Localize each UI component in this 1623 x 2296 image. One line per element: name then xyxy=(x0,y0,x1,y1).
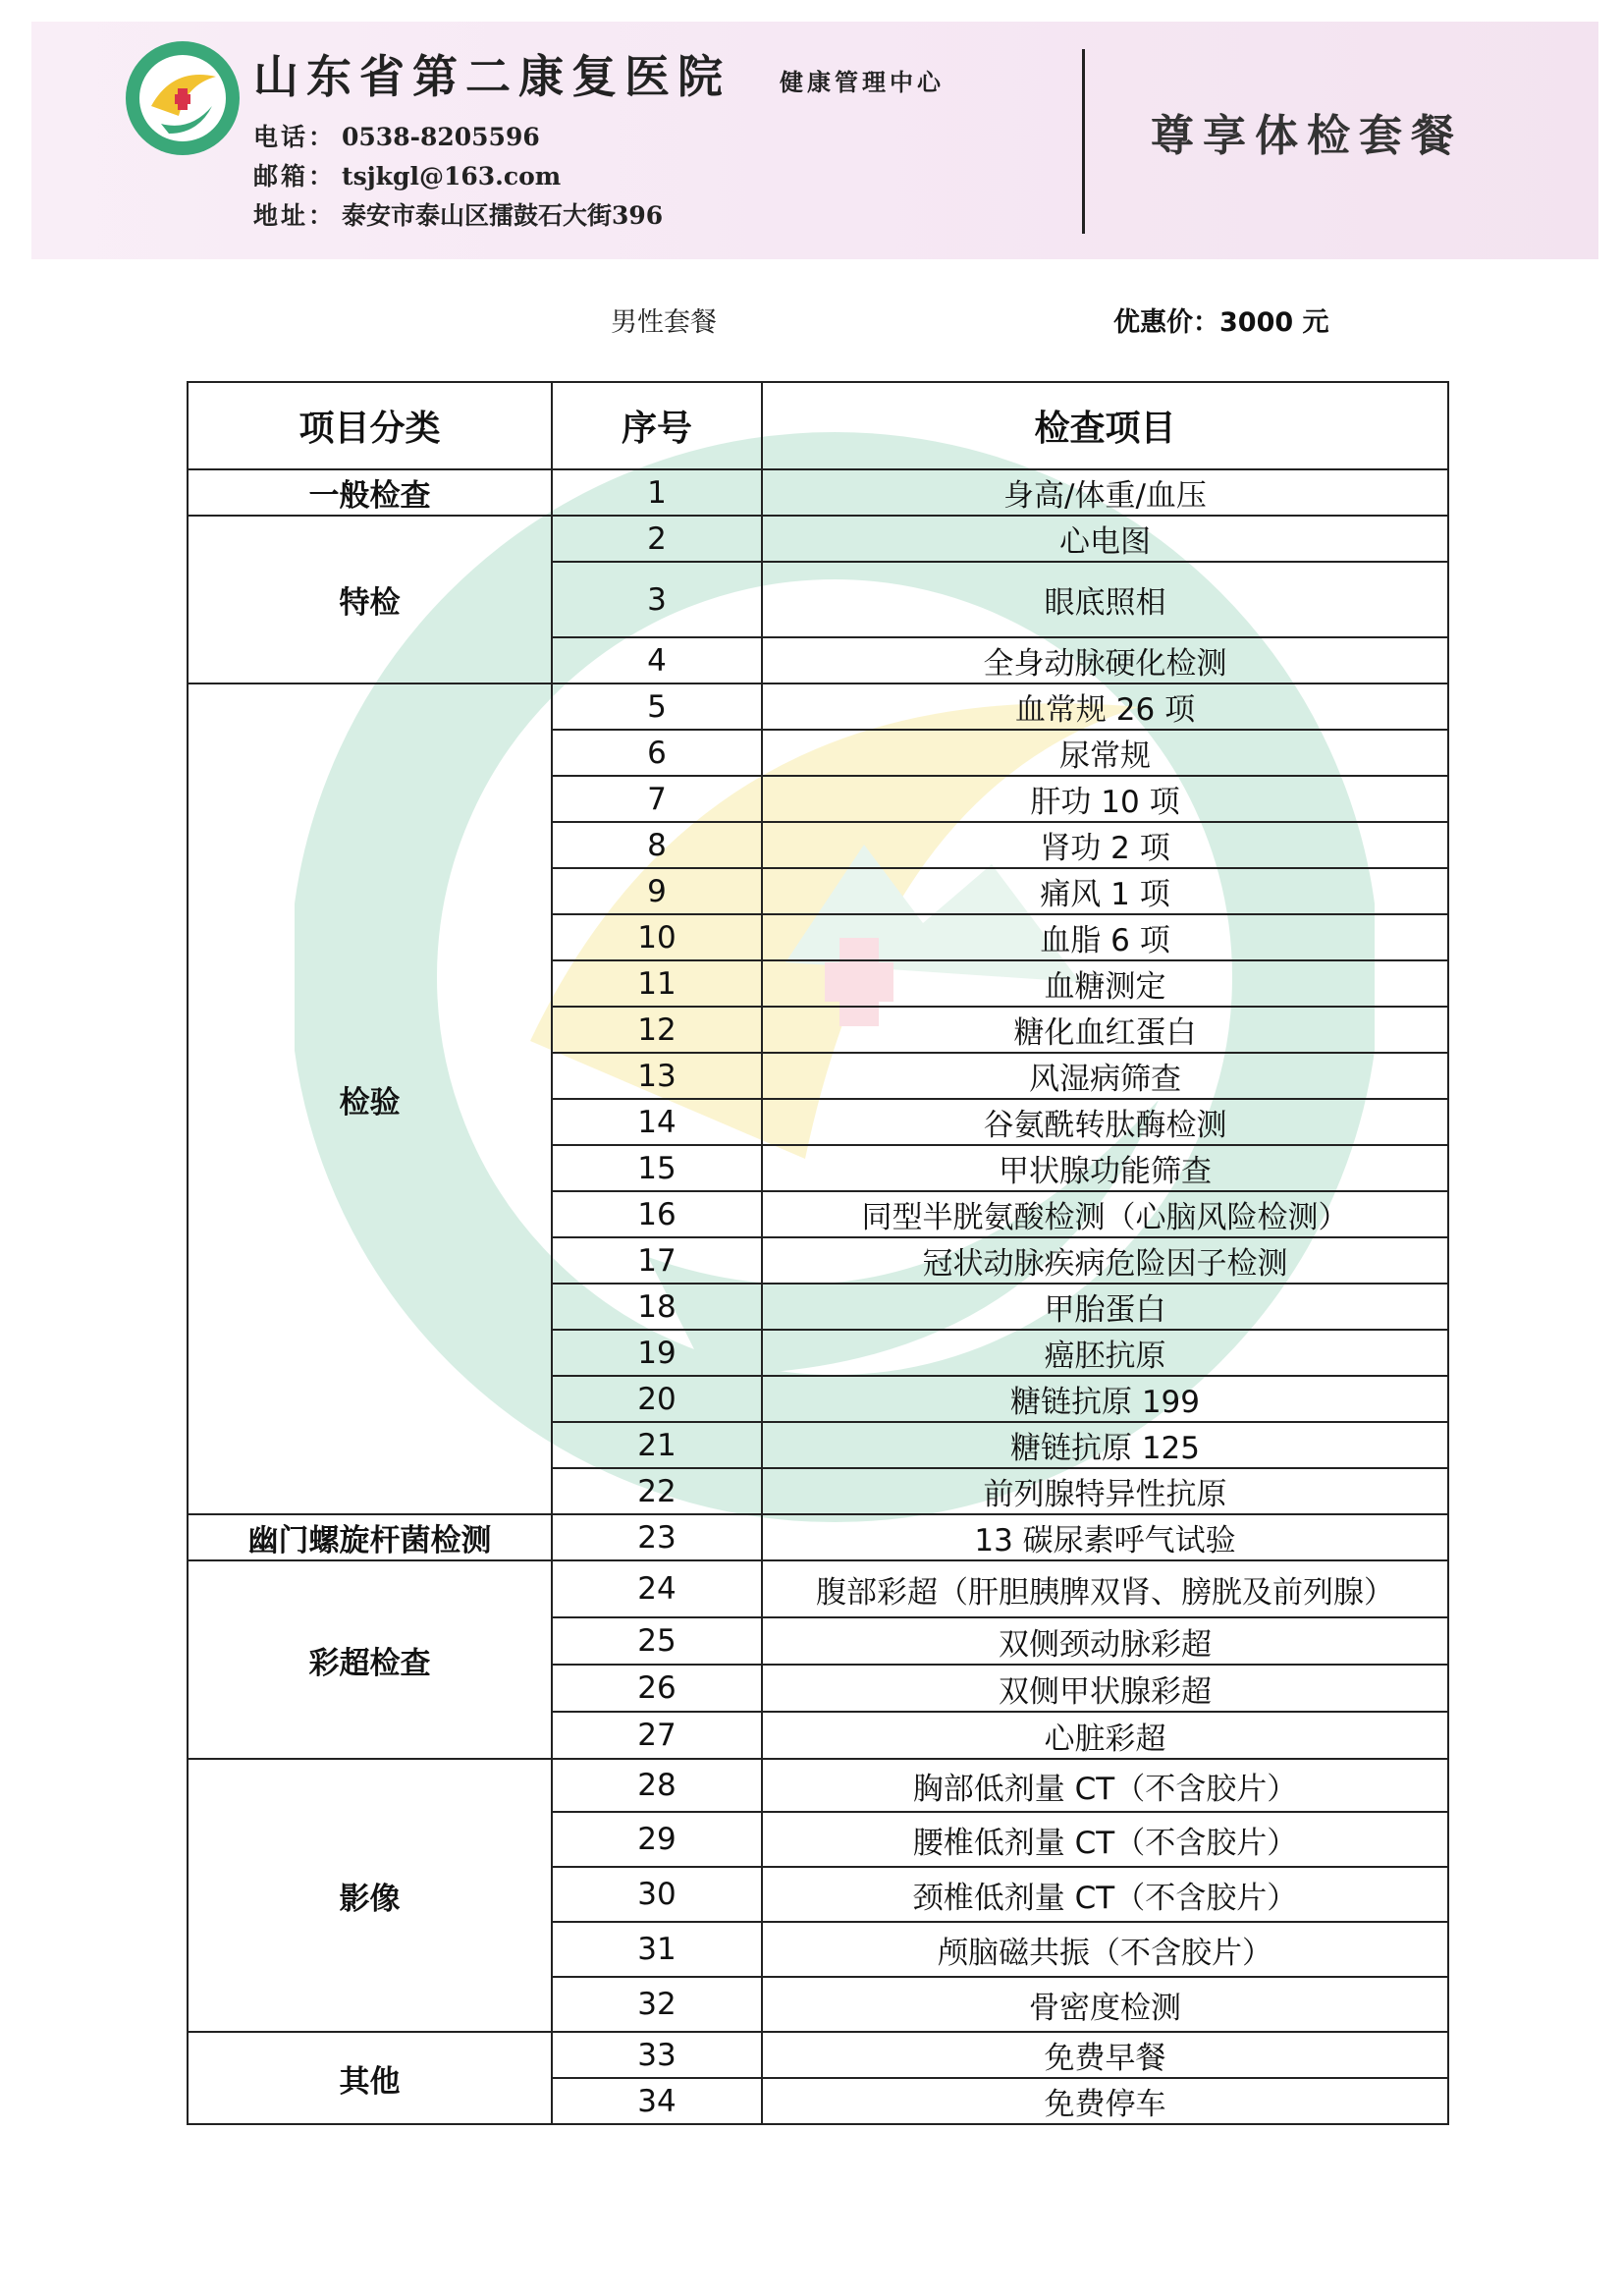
item-number-cell: 21 xyxy=(552,1422,762,1468)
item-name-cell: 血糖测定 xyxy=(762,960,1448,1007)
checkup-items-table xyxy=(187,381,1449,2125)
item-name-cell: 心电图 xyxy=(762,516,1448,562)
package-type: 男性套餐 xyxy=(611,307,717,338)
table-row xyxy=(188,683,1448,730)
package-price: 优惠价：3000 元 xyxy=(1113,307,1329,338)
letterhead xyxy=(31,22,1598,259)
category-cell: 检验 xyxy=(188,683,552,1514)
category-cell: 其他 xyxy=(188,2032,552,2124)
item-number-cell: 23 xyxy=(552,1514,762,1560)
item-name-cell: 风湿病筛查 xyxy=(762,1053,1448,1099)
table-row xyxy=(188,2032,1448,2078)
item-name-cell: 痛风 1 项 xyxy=(762,868,1448,914)
item-number-cell: 12 xyxy=(552,1007,762,1053)
item-number-cell: 7 xyxy=(552,776,762,822)
item-name-cell: 腰椎低剂量 CT（不含胶片） xyxy=(762,1812,1448,1867)
item-number-cell: 2 xyxy=(552,516,762,562)
center-name: 健康管理中心 xyxy=(780,69,945,96)
item-name-cell: 血脂 6 项 xyxy=(762,914,1448,960)
item-name-cell: 胸部低剂量 CT（不含胶片） xyxy=(762,1759,1448,1812)
item-number-cell: 24 xyxy=(552,1560,762,1617)
table-row xyxy=(188,1560,1448,1617)
package-title: 尊享体检套餐 xyxy=(1151,111,1463,161)
item-name-cell: 前列腺特异性抗原 xyxy=(762,1468,1448,1514)
item-name-cell: 双侧颈动脉彩超 xyxy=(762,1617,1448,1665)
item-number-cell: 15 xyxy=(552,1145,762,1191)
item-number-cell: 19 xyxy=(552,1330,762,1376)
category-cell: 影像 xyxy=(188,1759,552,2032)
header-category: 项目分类 xyxy=(188,382,552,469)
address-line xyxy=(253,196,663,232)
item-number-cell: 17 xyxy=(552,1237,762,1284)
item-name-cell: 甲状腺功能筛查 xyxy=(762,1145,1448,1191)
item-name-cell: 糖化血红蛋白 xyxy=(762,1007,1448,1053)
item-number-cell: 13 xyxy=(552,1053,762,1099)
hospital-logo-icon xyxy=(122,37,243,159)
item-name-cell: 免费早餐 xyxy=(762,2032,1448,2078)
item-number-cell: 33 xyxy=(552,2032,762,2078)
item-name-cell: 颈椎低剂量 CT（不含胶片） xyxy=(762,1867,1448,1922)
item-name-cell: 13 碳尿素呼气试验 xyxy=(762,1514,1448,1560)
item-name-cell: 肝功 10 项 xyxy=(762,776,1448,822)
item-number-cell: 28 xyxy=(552,1759,762,1812)
item-name-cell: 糖链抗原 125 xyxy=(762,1422,1448,1468)
item-name-cell: 谷氨酰转肽酶检测 xyxy=(762,1099,1448,1145)
table-row xyxy=(188,1759,1448,1812)
item-number-cell: 31 xyxy=(552,1922,762,1977)
phone-line xyxy=(253,118,540,153)
header-number: 序号 xyxy=(552,382,762,469)
item-number-cell: 9 xyxy=(552,868,762,914)
item-name-cell: 尿常规 xyxy=(762,730,1448,776)
item-name-cell: 全身动脉硬化检测 xyxy=(762,637,1448,683)
item-name-cell: 腹部彩超（肝胆胰脾双肾、膀胱及前列腺） xyxy=(762,1560,1448,1617)
item-name-cell: 免费停车 xyxy=(762,2078,1448,2124)
item-name-cell: 血常规 26 项 xyxy=(762,683,1448,730)
email-label: 邮箱： xyxy=(253,162,337,191)
hospital-name: 山东省第二康复医院 xyxy=(253,50,730,103)
item-number-cell: 10 xyxy=(552,914,762,960)
item-number-cell: 4 xyxy=(552,637,762,683)
category-cell: 幽门螺旋杆菌检测 xyxy=(188,1514,552,1560)
item-number-cell: 16 xyxy=(552,1191,762,1237)
item-number-cell: 25 xyxy=(552,1617,762,1665)
item-number-cell: 34 xyxy=(552,2078,762,2124)
category-cell: 特检 xyxy=(188,516,552,683)
item-number-cell: 1 xyxy=(552,469,762,516)
item-name-cell: 癌胚抗原 xyxy=(762,1330,1448,1376)
item-number-cell: 32 xyxy=(552,1977,762,2032)
item-name-cell: 糖链抗原 199 xyxy=(762,1376,1448,1422)
item-name-cell: 心脏彩超 xyxy=(762,1712,1448,1759)
table-header-row xyxy=(188,382,1448,469)
address-label: 地址： xyxy=(253,201,337,230)
header-item: 检查项目 xyxy=(762,382,1448,469)
item-number-cell: 8 xyxy=(552,822,762,868)
item-name-cell: 双侧甲状腺彩超 xyxy=(762,1665,1448,1712)
item-name-cell: 颅脑磁共振（不含胶片） xyxy=(762,1922,1448,1977)
item-name-cell: 肾功 2 项 xyxy=(762,822,1448,868)
item-number-cell: 5 xyxy=(552,683,762,730)
item-name-cell: 身高/体重/血压 xyxy=(762,469,1448,516)
item-number-cell: 6 xyxy=(552,730,762,776)
email-value: tsjkgl@163.com xyxy=(342,162,562,191)
phone-label: 电话： xyxy=(253,123,337,151)
item-number-cell: 26 xyxy=(552,1665,762,1712)
item-name-cell: 甲胎蛋白 xyxy=(762,1284,1448,1330)
item-number-cell: 14 xyxy=(552,1099,762,1145)
item-number-cell: 27 xyxy=(552,1712,762,1759)
item-number-cell: 30 xyxy=(552,1867,762,1922)
item-number-cell: 20 xyxy=(552,1376,762,1422)
item-number-cell: 22 xyxy=(552,1468,762,1514)
phone-value: 0538-8205596 xyxy=(342,123,540,151)
item-number-cell: 18 xyxy=(552,1284,762,1330)
item-number-cell: 3 xyxy=(552,562,762,637)
email-line xyxy=(253,157,561,192)
address-value: 泰安市泰山区擂鼓石大街396 xyxy=(342,201,664,230)
table-row xyxy=(188,516,1448,562)
item-name-cell: 同型半胱氨酸检测（心脑风险检测） xyxy=(762,1191,1448,1237)
item-name-cell: 骨密度检测 xyxy=(762,1977,1448,2032)
item-name-cell: 冠状动脉疾病危险因子检测 xyxy=(762,1237,1448,1284)
item-name-cell: 眼底照相 xyxy=(762,562,1448,637)
category-cell: 一般检查 xyxy=(188,469,552,516)
table-row xyxy=(188,469,1448,516)
table-row xyxy=(188,1514,1448,1560)
table-body xyxy=(188,469,1448,2124)
item-number-cell: 11 xyxy=(552,960,762,1007)
item-number-cell: 29 xyxy=(552,1812,762,1867)
category-cell: 彩超检查 xyxy=(188,1560,552,1759)
header-divider xyxy=(1082,49,1085,234)
